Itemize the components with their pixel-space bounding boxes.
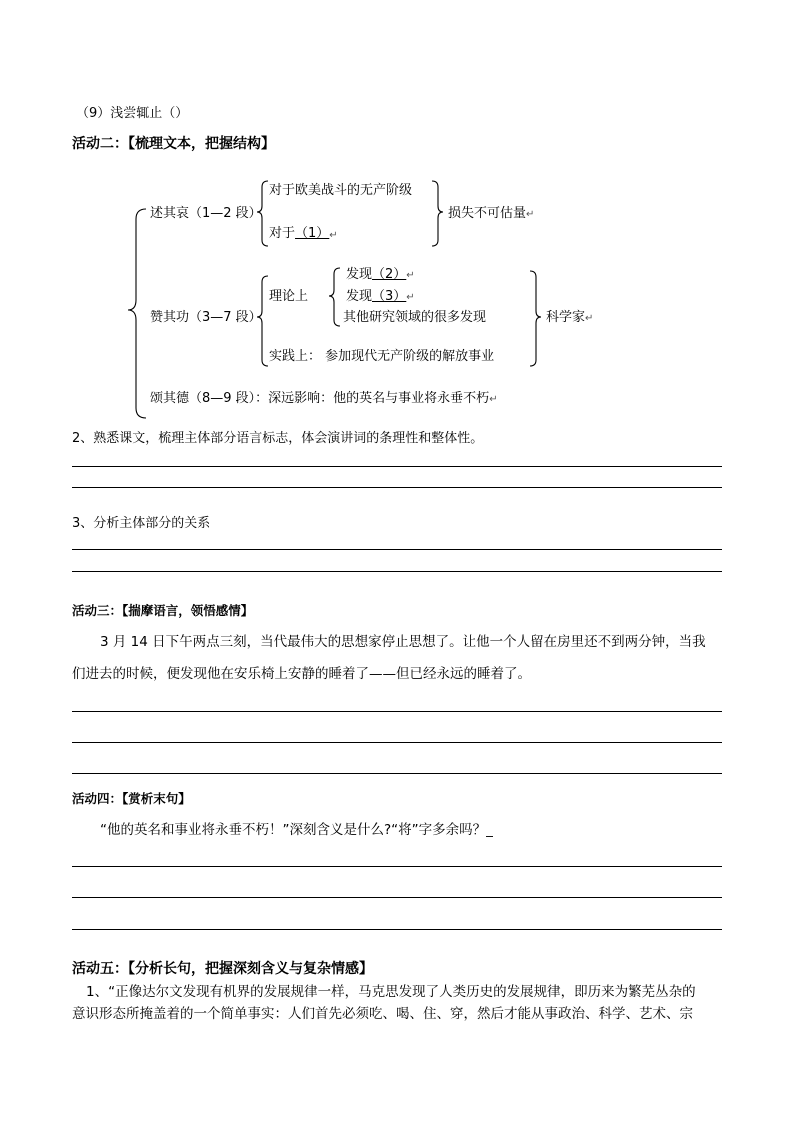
activity-5-line-2: 意识形态所掩盖着的一个简单事实：人们首先必须吃、喝、住、穿，然后才能从事政治、科学、艺术、宗 [72,1006,693,1022]
answer-line[interactable] [72,773,722,774]
practice-label: 实践上： 参加现代无产阶级的解放事业 [269,349,495,364]
question-2: 2、熟悉课文，梳理主体部分语言标志，体会演讲词的条理性和整体性。 [72,431,484,446]
structure-braces [0,0,794,430]
scientist-text: 科学家 [546,310,586,325]
blank-1: （1） [295,226,330,241]
scientist-label [546,310,593,327]
branch-science [269,226,338,243]
zanqigong-label: 赞其功（3—7 段） [150,310,262,325]
question-3: 3、分析主体部分的关系 [72,516,211,531]
return-mark: ↵ [585,313,594,324]
answer-line[interactable] [72,897,722,898]
songqide-text: 颂其德（8—9 段）：深远影响：他的英名与事业将永垂不朽 [150,391,490,406]
loss-text: 损失不可估量 [448,206,527,221]
answer-line[interactable] [72,742,722,743]
return-mark: ↵ [526,209,535,220]
activity-5-title: 活动五：【分析长句，把握深刻含义与复杂情感】 [72,961,373,977]
other-finds: 其他研究领域的很多发现 [343,310,487,325]
theory-label: 理论上 [269,289,309,304]
brace-theory [329,268,340,326]
return-mark: ↵ [406,270,415,281]
answer-line[interactable] [72,466,722,467]
blank-3: （3） [372,289,407,304]
return-mark: ↵ [329,230,338,241]
branch-b-prefix: 对于 [269,226,296,241]
songqide-label [150,391,498,408]
question-9: （9）浅尝辄止（） [76,106,189,121]
find-prefix: 发现 [346,289,373,304]
activity-3-passage-line-2: 们进去的时候，便发现他在安乐椅上安静的睡着了——但已经永远的睡着了。 [72,666,531,682]
activity-4-title: 活动四：【赏析末句】 [72,791,191,806]
brace-loss [432,181,443,246]
answer-line[interactable] [72,487,722,488]
loss-label [448,206,534,223]
activity-3-title: 活动三：【揣摩语言，领悟感情】 [72,603,254,618]
activity-2-title: 活动二：【梳理文本，把握结构】 [72,136,275,152]
brace-scientist [530,271,541,366]
return-mark: ↵ [489,394,498,405]
find-2 [346,267,415,284]
answer-line[interactable] [72,866,722,867]
answer-line[interactable] [72,571,722,572]
return-mark: ↵ [406,292,415,303]
find-3 [346,289,415,306]
activity-5-line-1: 1、“正像达尔文发现有机界的发展规律一样，马克思发现了人类历史的发展规律，即历来为繁芜丛杂的 [86,984,696,1000]
find-prefix: 发现 [346,267,373,282]
activity-3-passage-line-1: 3 月 14 日下午两点三刻，当代最伟大的思想家停止思想了。让他一个人留在房里还不到两分钟，当我 [100,634,706,650]
answer-line[interactable] [72,549,722,550]
shuqiai-label: 述其哀（1—2 段） [150,206,262,221]
answer-line[interactable] [72,711,722,712]
big-left-brace [128,209,146,418]
blank-2: （2） [372,267,407,282]
activity-4-question: “他的英名和事业将永垂不朽！”深刻含义是什么?“将”字多余吗？_ [100,822,493,838]
answer-line[interactable] [72,929,722,930]
branch-proletariat: 对于欧美战斗的无产阶级 [269,183,413,198]
